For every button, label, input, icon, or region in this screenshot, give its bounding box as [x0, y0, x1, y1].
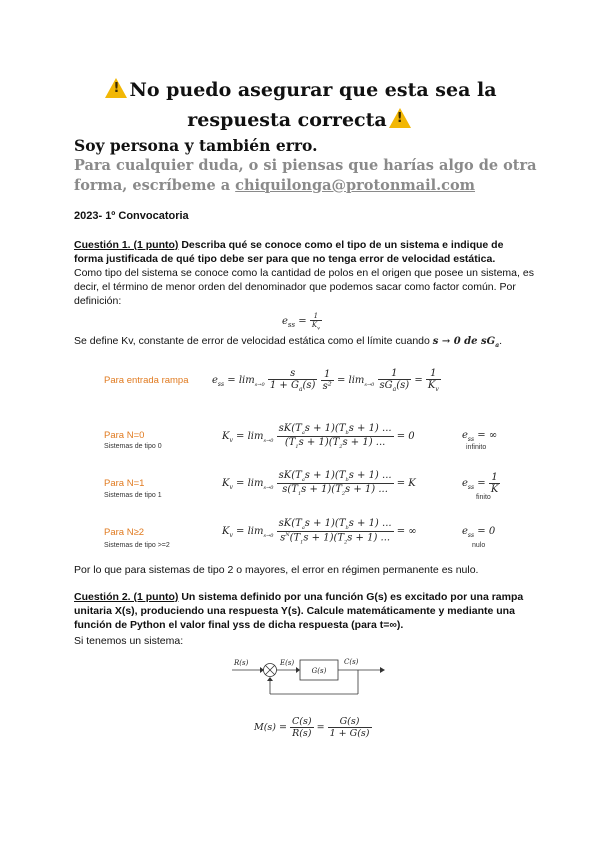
case-n0-type: Sistemas de tipo 0 [104, 443, 162, 450]
closed-loop-formula: M(s) = $\frac{C(s)}{R(s)}$ = $\frac{G(s)}{1 + G(s)}$ [254, 716, 370, 739]
case-n1-type: Sistemas de tipo 1 [104, 492, 162, 499]
question-2: Cuestión 2. (1 punto) Un sistema definido por una función G(s) es excitado por una rampa unitaria X(s), produciendo una respuesta Y(s). Calcule matemáticamente y mediante una función de Python el valor final yss de dicha respuesta (para t=∞). [74, 591, 524, 632]
case-n0-label: Para N=0 [104, 430, 145, 441]
kv-definition: Se define Kv, constante de error de velocidad estática como el límite cuando s → 0 de $sG_a$. [74, 335, 502, 349]
ramp-label: Para entrada rampa [104, 375, 189, 386]
subtitle: Soy persona y también erro. [74, 136, 318, 155]
title-line-2: respuesta correcta! [0, 108, 600, 131]
ess-n2-result: $e_{ss} = 0$ [462, 526, 496, 539]
ess-n0-result: $e_{ss}$ = ∞ [462, 430, 498, 443]
diagram-error-label: E(s) [280, 659, 295, 667]
diagram-block-label: G(s) [311, 667, 327, 675]
kv-n0-formula: $K_v = \lim_{s\to 0}$ $\frac{sK(T_as + 1)(T_bs + 1) ...}{(T_1s + 1)(T_2s + 1) ...}$ = 0 [222, 423, 415, 450]
answer-2: Si tenemos un sistema: [74, 635, 184, 647]
ess-n1-result: $e_{ss}$ = $\frac{1}{K}$ [462, 472, 499, 495]
convocatoria-heading: 2023- 1º Convocatoria [74, 210, 189, 222]
kv-n2-formula: $K_v = \lim_{s\to 0}$ $\frac{sK(T_as + 1)(T_bs + 1) ...}{s^N(T_1s + 1)(T_2s + 1) ...}$ = ∞ [222, 518, 417, 546]
warning-icon [389, 108, 411, 128]
contact-text: Para cualquier duda, o si piensas que harías algo de otra forma, escríbeme a chiquilonga@protonmail.com [74, 157, 537, 194]
warning-icon [105, 78, 127, 98]
ess-n2-label: nulo [472, 542, 486, 549]
case-n2-type: Sistemas de tipo >=2 [104, 542, 170, 549]
email-link[interactable]: chiquilonga@protonmail.com [235, 177, 476, 194]
ess-limit-formula: $e_{ss} = \lim_{s\to 0}$ $\frac{s}{1 + G_a(s)}$ $\frac{1}{\text{s²}}$ = $\lim_{s\to 0}$ $\frac{1}{sG_a(s)}$ = $\frac{1}{K_v}$ [212, 368, 439, 393]
kv-n1-formula: $K_v = \lim_{s\to 0}$ $\frac{sK(T_as + 1)(T_bs + 1) ...}{s(T_1s + 1)(T_2s + 1) ...}$ = K [222, 470, 416, 497]
ess-formula: $e_{ss}$ = $\frac{1}{K_v}$ [282, 312, 320, 332]
diagram-output-label: C(s) [344, 658, 359, 666]
question-1: Cuestión 1. (1 punto) Describa qué se conoce como el tipo de un sistema e indique de forma justificada de qué tipo debe ser para que no tenga error de velocidad estática. [74, 239, 504, 266]
title-line-1: !No puedo asegurar que esta sea la [0, 78, 600, 101]
ess-n1-label: finito [476, 494, 491, 501]
diagram-input-label: R(s) [234, 659, 249, 667]
case-n2-label: Para N≥2 [104, 527, 145, 538]
ess-n0-label: infinito [466, 444, 487, 451]
case-n1-label: Para N=1 [104, 478, 145, 489]
ramp-error-figure [100, 360, 520, 560]
answer-1: Como tipo del sistema se conoce como la cantidad de polos en el origen que posee un sistema, es decir, el término de menor orden del denominador que podemos sacar como factor común. Por definición: [74, 267, 534, 308]
conclusion-1: Por lo que para sistemas de tipo 2 o mayores, el error en régimen permanente es nulo. [74, 564, 479, 576]
feedback-block-diagram [230, 650, 390, 710]
